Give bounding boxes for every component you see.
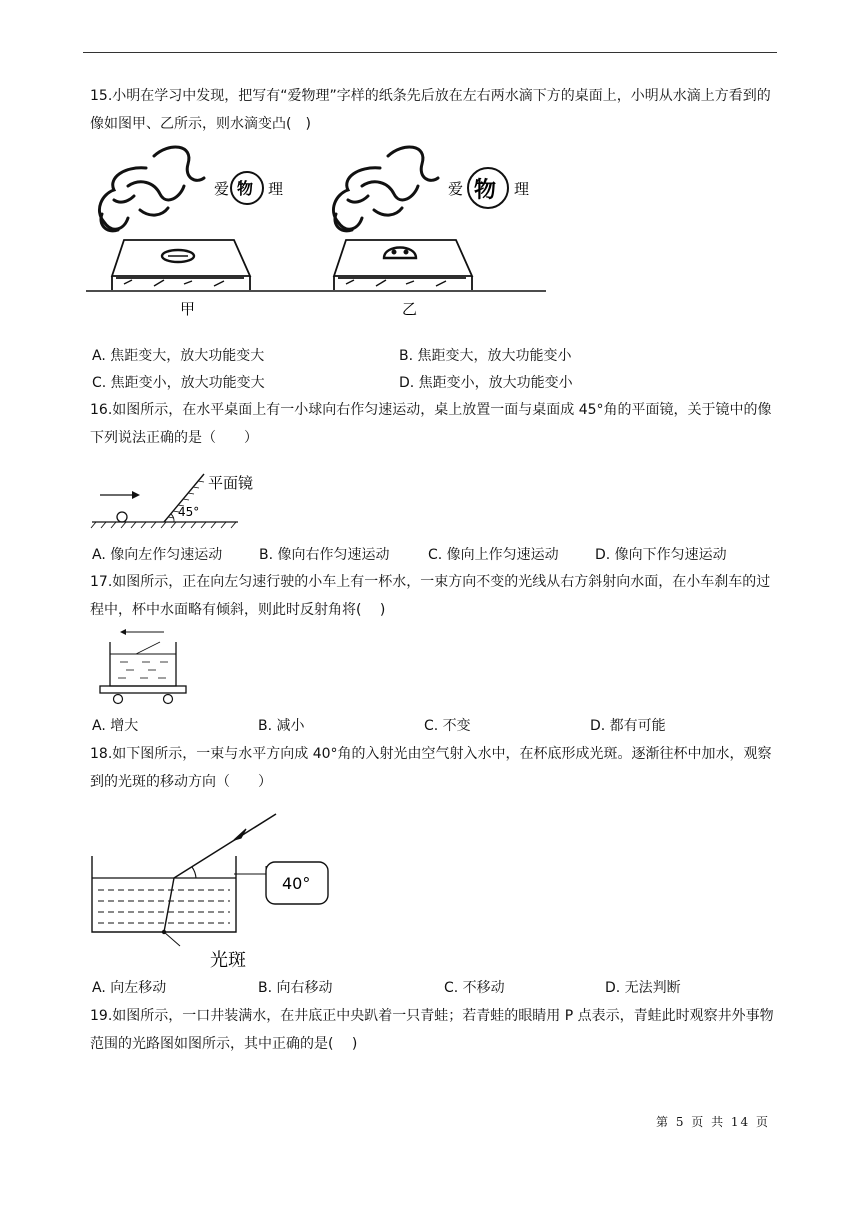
figure-15-left-hand-dropper [99, 147, 204, 231]
figure-16-ball [117, 512, 127, 522]
question-16-option-c[interactable]: C. 像向上作匀速运动 [428, 547, 559, 563]
question-17-option-d[interactable]: D. 都有可能 [590, 718, 666, 734]
question-17-option-b[interactable]: B. 减小 [258, 718, 305, 734]
figure-18-incident-ray [174, 814, 276, 878]
svg-text:理: 理 [268, 180, 284, 198]
figure-17-light-beam [136, 642, 160, 654]
question-18-figure [84, 806, 348, 972]
question-15-text: 15.小明在学习中发现，把写有“爱物理”字样的纸条先后放在左右两水滴下方的桌面上，小明从水滴上方看到的像如图甲、乙所示，则水滴变凸( ) [90, 88, 771, 132]
question-19-text: 19.如图所示，一口井装满水，在井底正中央趴着一只青蛙；若青蛙的眼睛用 P 点表示，青蛙此时观察井外事物范围的光路图如图所示，其中正确的是( ) [90, 1008, 774, 1052]
question-17-option-c[interactable]: C. 不变 [424, 718, 471, 734]
question-15-option-b[interactable]: B. 焦距变大，放大功能变小 [399, 348, 572, 364]
figure-17-water-marks [118, 662, 168, 678]
svg-text:物: 物 [237, 179, 254, 198]
figure-16-table-hatching [91, 522, 236, 528]
question-15-option-a[interactable]: A. 焦距变大，放大功能变大 [92, 348, 265, 364]
figure-15-left-word [214, 172, 283, 204]
figure-16-angle-label: 45° [178, 505, 200, 519]
svg-text:爱: 爱 [214, 180, 230, 198]
question-18-option-d[interactable]: D. 无法判断 [605, 980, 681, 996]
figure-15-left-table [112, 240, 250, 290]
figure-15-label-left: 甲 [180, 300, 196, 318]
figure-15-right-hand-dropper [333, 147, 438, 231]
figure-18-angle-label: 40° [282, 874, 311, 893]
figure-18-angle-arc [192, 867, 196, 878]
header-rule [83, 52, 777, 53]
figure-17-cart-body [100, 686, 186, 693]
figure-16-motion-arrow [100, 491, 140, 499]
figure-15-label-right: 乙 [402, 300, 418, 318]
figure-17-right-wheel [164, 695, 173, 704]
figure-15-right-table [334, 240, 472, 290]
figure-18-refracted-ray [164, 878, 174, 932]
svg-text:理: 理 [514, 180, 530, 198]
question-16-option-a[interactable]: A. 像向左作匀速运动 [92, 547, 223, 563]
question-16-text: 16.如图所示，在水平桌面上有一小球向右作匀速运动，桌上放置一面与桌面成 45°角的平面镜，关于镜中的像下列说法正确的是（ ） [90, 402, 772, 446]
figure-18-spot-label: 光斑 [210, 950, 246, 971]
figure-16-mirror-label: 平面镜 [208, 474, 254, 492]
question-18-option-b[interactable]: B. 向右移动 [258, 980, 333, 996]
question-15-figure [84, 138, 554, 320]
figure-15-right-word [448, 168, 529, 208]
page-footer: 第 5 页 共 14 页 [656, 1115, 770, 1129]
question-18-option-a[interactable]: A. 向左移动 [92, 980, 167, 996]
figure-17-left-wheel [114, 695, 123, 704]
question-17-text: 17.如图所示，正在向左匀速行驶的小车上有一杯水，一束方向不变的光线从右方斜射向水面，在小车刹车的过程中，杯中水面略有倾斜，则此时反射角将( ) [90, 574, 771, 618]
question-16-option-d[interactable]: D. 像向下作匀速运动 [595, 547, 727, 563]
question-17-figure [96, 624, 192, 708]
question-15-option-d[interactable]: D. 焦距变小，放大功能变小 [399, 375, 573, 391]
figure-18-spot-leader [164, 932, 180, 946]
svg-text:物: 物 [474, 178, 497, 203]
question-16-option-b[interactable]: B. 像向右作匀速运动 [259, 547, 390, 563]
question-18-text: 18.如下图所示，一束与水平方向成 40°角的入射光由空气射入水中，在杯底形成光斑。逐渐往杯中加水，观察到的光斑的移动方向（ ） [90, 746, 772, 790]
svg-text:爱: 爱 [448, 180, 464, 198]
figure-17-incident-ray [120, 629, 164, 635]
figure-18-callout-pointer [234, 866, 266, 874]
question-15-option-c[interactable]: C. 焦距变小，放大功能变大 [92, 375, 265, 391]
figure-17-cup [110, 642, 176, 686]
question-16-figure [88, 462, 274, 534]
question-17-option-a[interactable]: A. 增大 [92, 718, 139, 734]
figure-18-water-marks [98, 890, 230, 923]
question-18-option-c[interactable]: C. 不移动 [444, 980, 505, 996]
figure-18-cup [92, 856, 236, 932]
